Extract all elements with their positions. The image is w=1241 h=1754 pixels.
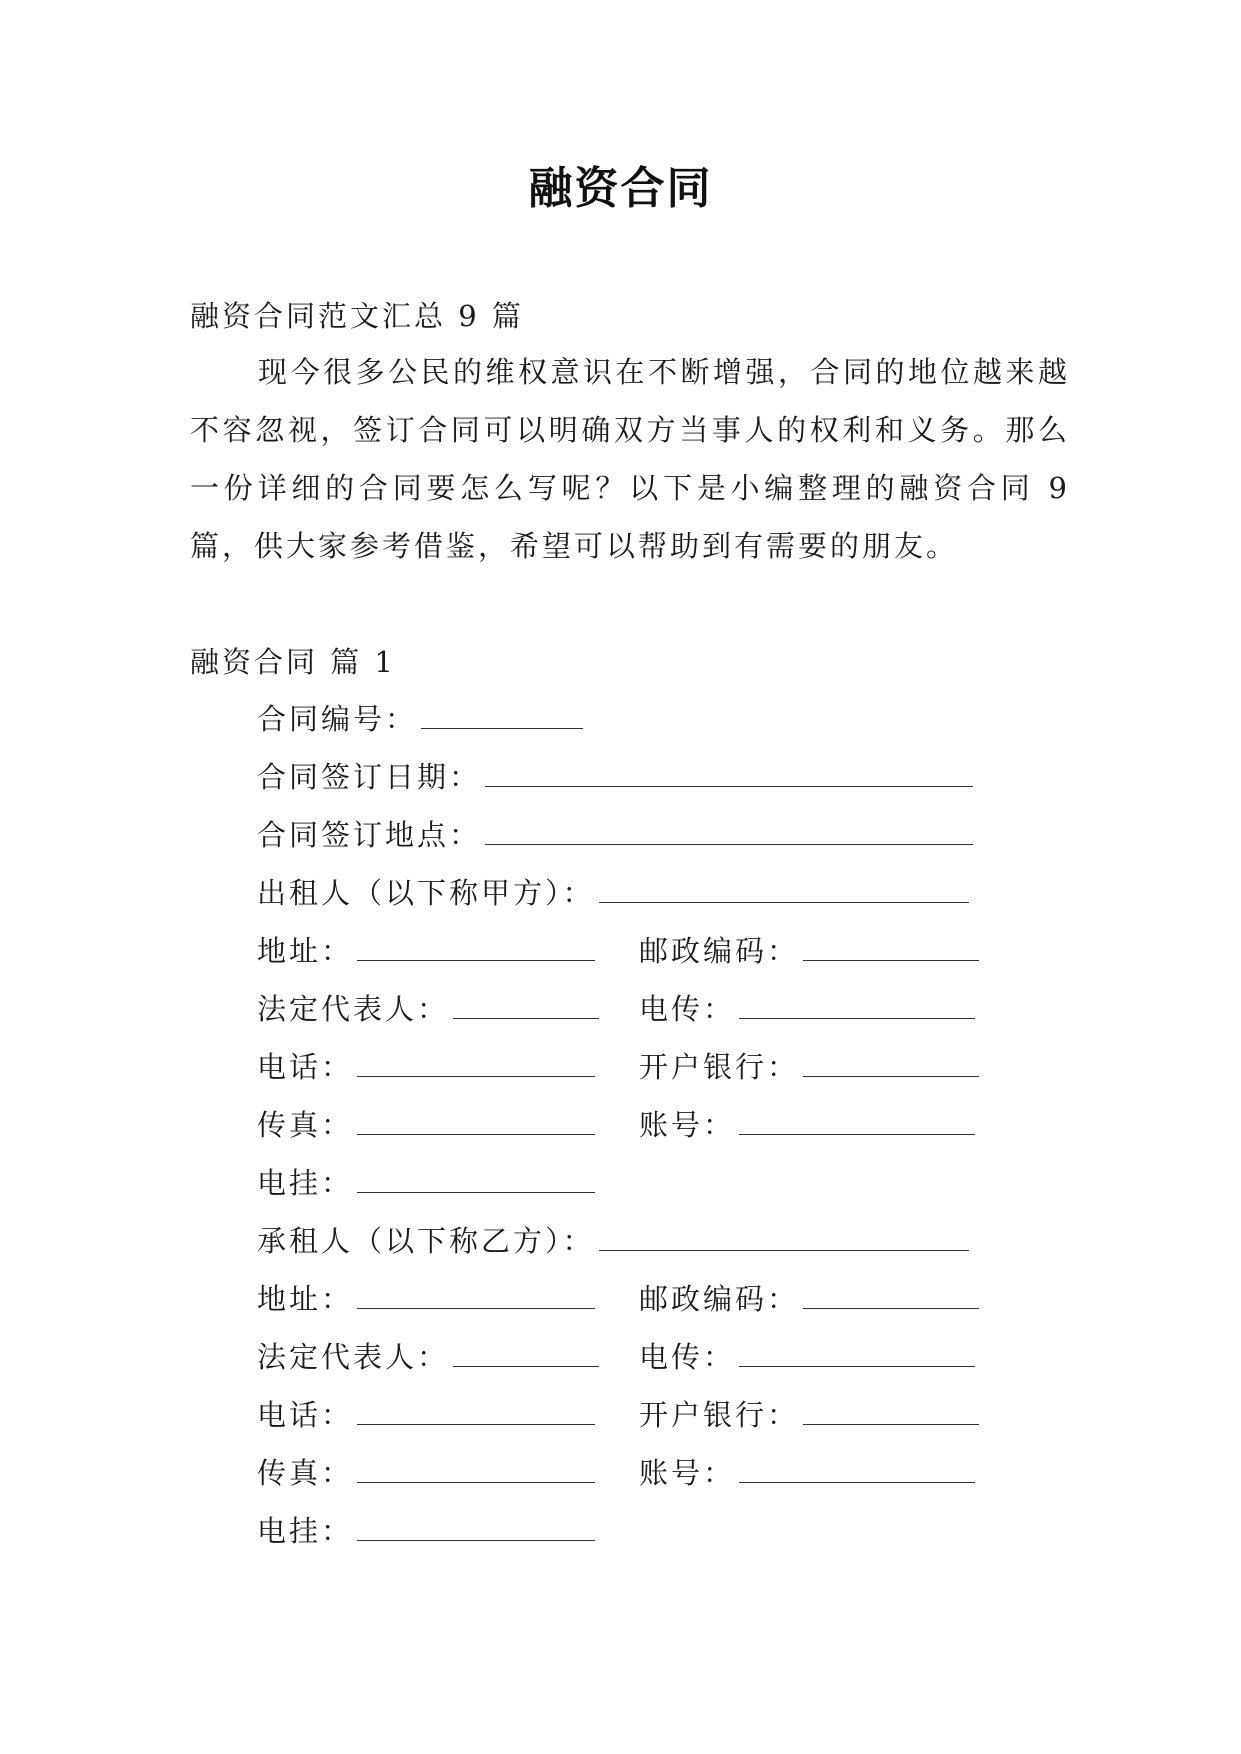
lessee-phone-field bbox=[257, 1386, 595, 1444]
lessee-telex-label: 电传： bbox=[639, 1340, 736, 1374]
lessee-account-field bbox=[639, 1444, 975, 1502]
lessor-bank-label: 开户银行： bbox=[639, 1050, 800, 1084]
lessee-row bbox=[257, 1212, 973, 1270]
lessee-telex-blank[interactable] bbox=[739, 1332, 975, 1367]
lessor-account-field bbox=[639, 1096, 975, 1154]
lessor-legal-rep-label: 法定代表人： bbox=[257, 992, 450, 1026]
lessor-phone-row bbox=[257, 1038, 973, 1096]
sign-date-blank[interactable] bbox=[485, 752, 973, 787]
lessee-phone-blank[interactable] bbox=[357, 1390, 595, 1425]
lessor-account-label: 账号： bbox=[639, 1108, 736, 1142]
lessee-address-label: 地址： bbox=[257, 1282, 354, 1316]
lessor-blank[interactable] bbox=[599, 868, 969, 903]
lessor-address-blank[interactable] bbox=[357, 926, 595, 961]
lessor-fax-blank[interactable] bbox=[357, 1100, 595, 1135]
lessor-row bbox=[257, 864, 973, 922]
contract-no-label: 合同编号： bbox=[257, 702, 418, 736]
lessee-postcode-field bbox=[639, 1270, 979, 1328]
lessor-legal-rep-row bbox=[257, 980, 973, 1038]
lessor-telex-label: 电传： bbox=[639, 992, 736, 1026]
lessee-fax-field bbox=[257, 1444, 595, 1502]
lessee-bank-label: 开户银行： bbox=[639, 1398, 800, 1432]
lessee-fax-blank[interactable] bbox=[357, 1448, 595, 1483]
lessee-phone-row bbox=[257, 1386, 973, 1444]
lessee-legal-rep-label: 法定代表人： bbox=[257, 1340, 450, 1374]
lessor-telex-blank[interactable] bbox=[739, 984, 975, 1019]
contract-no-row bbox=[257, 690, 973, 748]
lessee-cable-row bbox=[257, 1502, 973, 1560]
lessee-account-blank[interactable] bbox=[739, 1448, 975, 1483]
sign-date-label: 合同签订日期： bbox=[257, 760, 482, 794]
lessor-label: 出租人（以下称甲方）： bbox=[257, 876, 595, 910]
lessee-fax-label: 传真： bbox=[257, 1456, 354, 1490]
lessor-bank-field bbox=[639, 1038, 979, 1096]
lessor-postcode-field bbox=[639, 922, 979, 980]
sign-place-label: 合同签订地点： bbox=[257, 818, 482, 852]
section-heading: 融资合同 篇 1 bbox=[190, 645, 396, 679]
lessee-postcode-blank[interactable] bbox=[803, 1274, 979, 1309]
sign-date-row bbox=[257, 748, 973, 806]
lessor-cable-row bbox=[257, 1154, 973, 1212]
sign-place-blank[interactable] bbox=[485, 810, 973, 845]
lessee-cable-blank[interactable] bbox=[357, 1506, 595, 1541]
lessee-bank-blank[interactable] bbox=[803, 1390, 979, 1425]
lessor-bank-blank[interactable] bbox=[803, 1042, 979, 1077]
lessor-postcode-label: 邮政编码： bbox=[639, 934, 800, 968]
lessee-postcode-label: 邮政编码： bbox=[639, 1282, 800, 1316]
lessee-address-field bbox=[257, 1270, 595, 1328]
lessor-cable-label: 电挂： bbox=[257, 1166, 354, 1200]
lessee-account-label: 账号： bbox=[639, 1456, 736, 1490]
document-title: 融资合同 bbox=[528, 163, 713, 214]
lessor-phone-label: 电话： bbox=[257, 1050, 354, 1084]
lessee-bank-field bbox=[639, 1386, 979, 1444]
lessor-fax-label: 传真： bbox=[257, 1108, 354, 1142]
lessee-address-row bbox=[257, 1270, 973, 1328]
sign-place-row bbox=[257, 806, 973, 864]
lessee-blank[interactable] bbox=[599, 1216, 969, 1251]
lessor-legal-rep-blank[interactable] bbox=[453, 984, 599, 1019]
lessee-cable-label: 电挂： bbox=[257, 1514, 354, 1548]
lessee-legal-rep-row bbox=[257, 1328, 973, 1386]
lessee-telex-field bbox=[639, 1328, 975, 1386]
lessor-legal-rep-field bbox=[257, 980, 599, 1038]
lessor-telex-field bbox=[639, 980, 975, 1038]
lessor-postcode-blank[interactable] bbox=[803, 926, 979, 961]
lessor-phone-blank[interactable] bbox=[357, 1042, 595, 1077]
lessee-address-blank[interactable] bbox=[357, 1274, 595, 1309]
lessor-phone-field bbox=[257, 1038, 595, 1096]
lessor-cable-blank[interactable] bbox=[357, 1158, 595, 1193]
lessee-phone-label: 电话： bbox=[257, 1398, 354, 1432]
lessee-legal-rep-field bbox=[257, 1328, 599, 1386]
lessee-fax-row bbox=[257, 1444, 973, 1502]
intro-paragraph: 现今很多公民的维权意识在不断增强，合同的地位越来越不容忽视，签订合同可以明确双方当事人的权利和义务。那么一份详细的合同要怎么写呢？以下是小编整理的融资合同 9 篇，供大家参考借鉴，希望可以帮助到有需要的朋友。 bbox=[190, 355, 1070, 563]
lessor-address-row bbox=[257, 922, 973, 980]
lessor-address-label: 地址： bbox=[257, 934, 354, 968]
lessor-account-blank[interactable] bbox=[739, 1100, 975, 1135]
lessee-label: 承租人（以下称乙方）： bbox=[257, 1224, 595, 1258]
lessor-fax-row bbox=[257, 1096, 973, 1154]
document-subtitle: 融资合同范文汇总 9 篇 bbox=[190, 299, 524, 333]
contract-no-blank[interactable] bbox=[421, 694, 583, 729]
contract-form bbox=[257, 690, 973, 1560]
lessee-legal-rep-blank[interactable] bbox=[453, 1332, 599, 1367]
lessor-fax-field bbox=[257, 1096, 595, 1154]
lessor-address-field bbox=[257, 922, 595, 980]
